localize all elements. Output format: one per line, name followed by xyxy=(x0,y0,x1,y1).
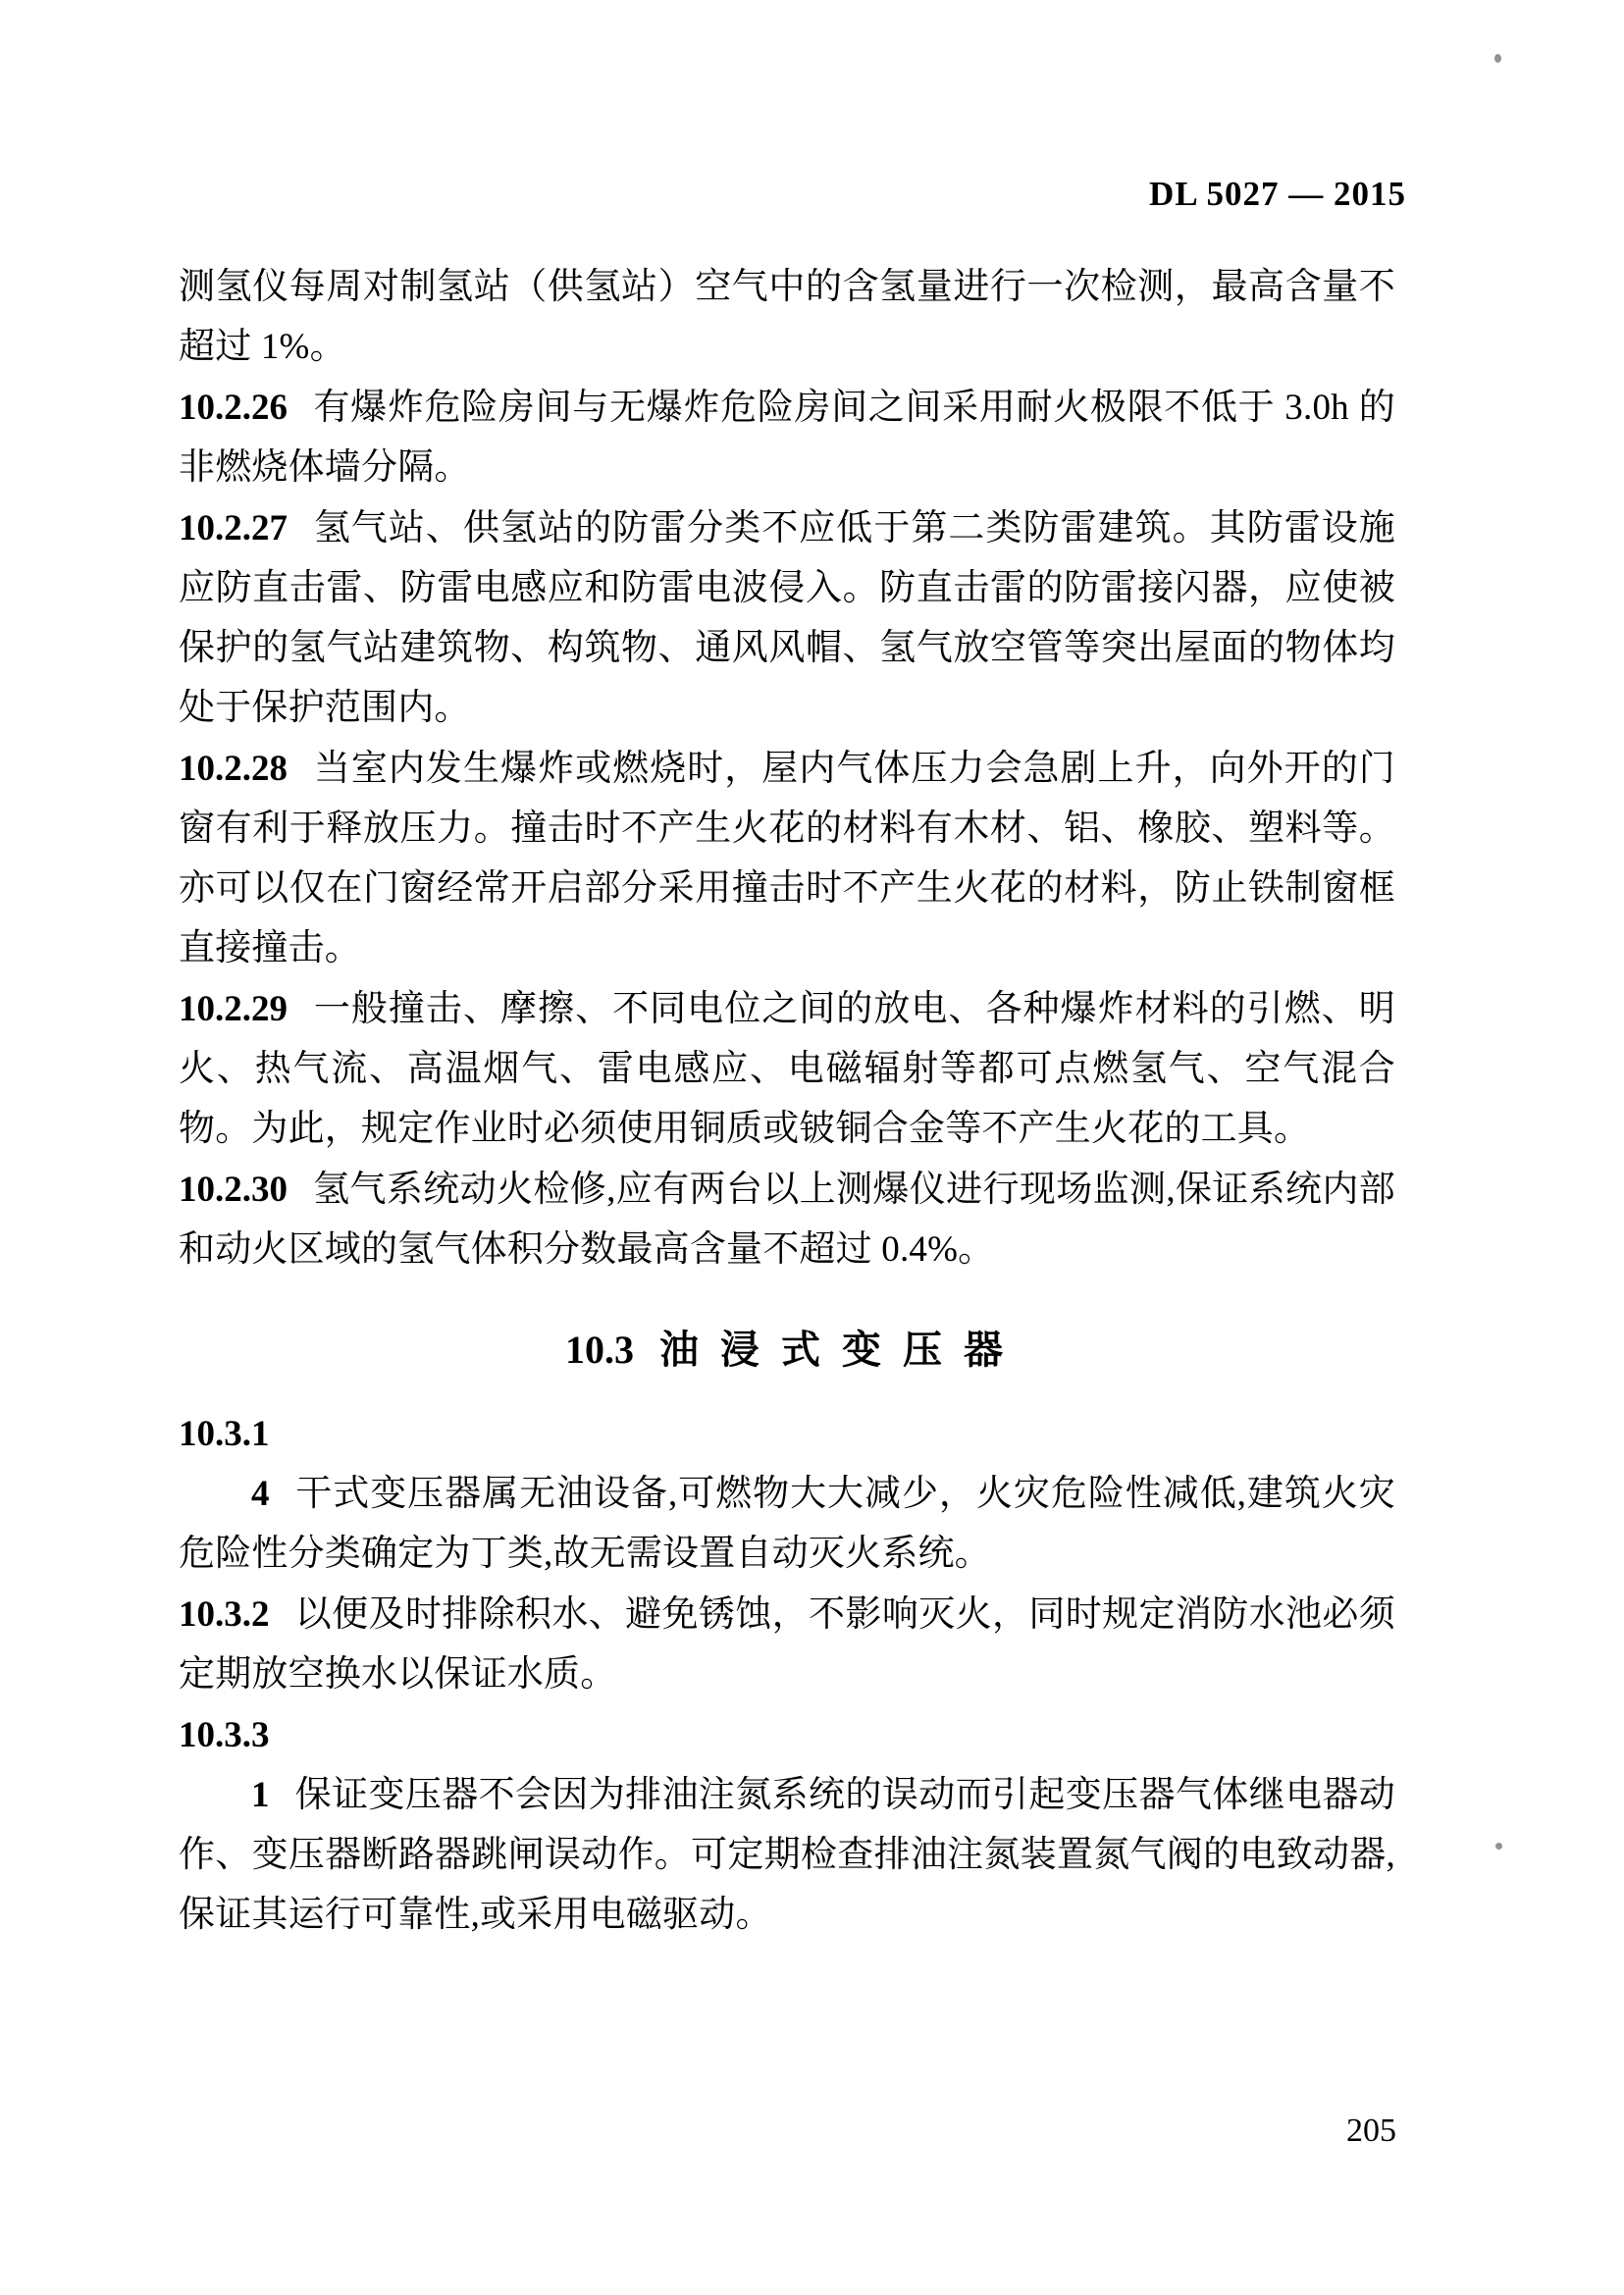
paragraph-10-2-27 xyxy=(179,498,1395,738)
item-number: 1 xyxy=(251,1775,270,1815)
paragraph-continuation: 测氢仪每周对制氢站（供氢站）空气中的含氢量进行一次检测，最高含量不超过 1%。 xyxy=(179,267,1395,367)
subsection-heading-10-3-3: 10.3.3 xyxy=(179,1715,270,1755)
paragraph-10-2-29 xyxy=(179,979,1395,1159)
page-number: 205 xyxy=(1346,2112,1396,2149)
paragraph-10-2-30 xyxy=(179,1160,1395,1279)
clause-number: 10.2.27 xyxy=(179,508,288,548)
clause-text: 氢气站、供氢站的防雷分类不应低于第二类防雷建筑。其防雷设施应防直击雷、防雷电感应和防雷电波侵入。防直击雷的防雷接闪器，应使被保护的氢气站建筑物、构筑物、通风风帽、氢气放空管等突出屋面的物体均处于保护范围内。 xyxy=(179,508,1395,728)
clause-text: 氢气系统动火检修,应有两台以上测爆仪进行现场监测,保证系统内部和动火区域的氢气体积分数最高含量不超过 0.4%。 xyxy=(179,1170,1395,1270)
paragraph-10-2-28 xyxy=(179,739,1395,978)
section-heading xyxy=(179,1319,1395,1375)
item-number: 4 xyxy=(251,1474,270,1514)
clause-number: 10.2.28 xyxy=(179,749,288,789)
item-10-3-1-4 xyxy=(179,1464,1395,1584)
section-number: 10.3 xyxy=(565,1328,634,1372)
scan-speck xyxy=(1495,1843,1502,1850)
clause-number: 10.3.2 xyxy=(179,1594,270,1635)
clause-number: 10.2.26 xyxy=(179,388,288,428)
clause-number: 10.2.29 xyxy=(179,989,288,1029)
clause-text: 以便及时排除积水、避免锈蚀，不影响灭火，同时规定消防水池必须定期放空换水以保证水质。 xyxy=(179,1594,1395,1695)
page-content xyxy=(179,257,1395,1946)
section-title-text: 油 浸 式 变 压 器 xyxy=(659,1328,1009,1372)
item-text: 保证变压器不会因为排油注氮系统的误动而引起变压器气体继电器动作、变压器断路器跳闸误动作。可定期检查排油注氮装置氮气阀的电致动器,保证其运行可靠性,或采用电磁驱动。 xyxy=(179,1775,1395,1935)
item-10-3-3-1 xyxy=(179,1765,1395,1945)
clause-text: 有爆炸危险房间与无爆炸危险房间之间采用耐火极限不低于 3.0h 的非燃烧体墙分隔。 xyxy=(179,388,1395,488)
subsection-heading-10-3-1: 10.3.1 xyxy=(179,1414,270,1454)
paragraph-10-2-26 xyxy=(179,378,1395,497)
clause-text: 一般撞击、摩擦、不同电位之间的放电、各种爆炸材料的引燃、明火、热气流、高温烟气、雷电感应、电磁辐射等都可点燃氢气、空气混合物。为此，规定作业时必须使用铜质或铍铜合金等不产生火花的工具。 xyxy=(179,989,1395,1149)
item-text: 干式变压器属无油设备,可燃物大大减少，火灾危险性减低,建筑火灾危险性分类确定为丁类,故无需设置自动灭火系统。 xyxy=(179,1474,1395,1574)
paragraph-10-3-2 xyxy=(179,1585,1395,1704)
running-header: DL 5027 — 2015 xyxy=(1149,175,1406,213)
clause-number: 10.2.30 xyxy=(179,1170,288,1210)
clause-text: 当室内发生爆炸或燃烧时，屋内气体压力会急剧上升，向外开的门窗有利于释放压力。撞击时不产生火花的材料有木材、铝、橡胶、塑料等。亦可以仅在门窗经常开启部分采用撞击时不产生火花的材料，防止铁制窗框直接撞击。 xyxy=(179,749,1395,968)
scan-speck xyxy=(1494,54,1501,63)
